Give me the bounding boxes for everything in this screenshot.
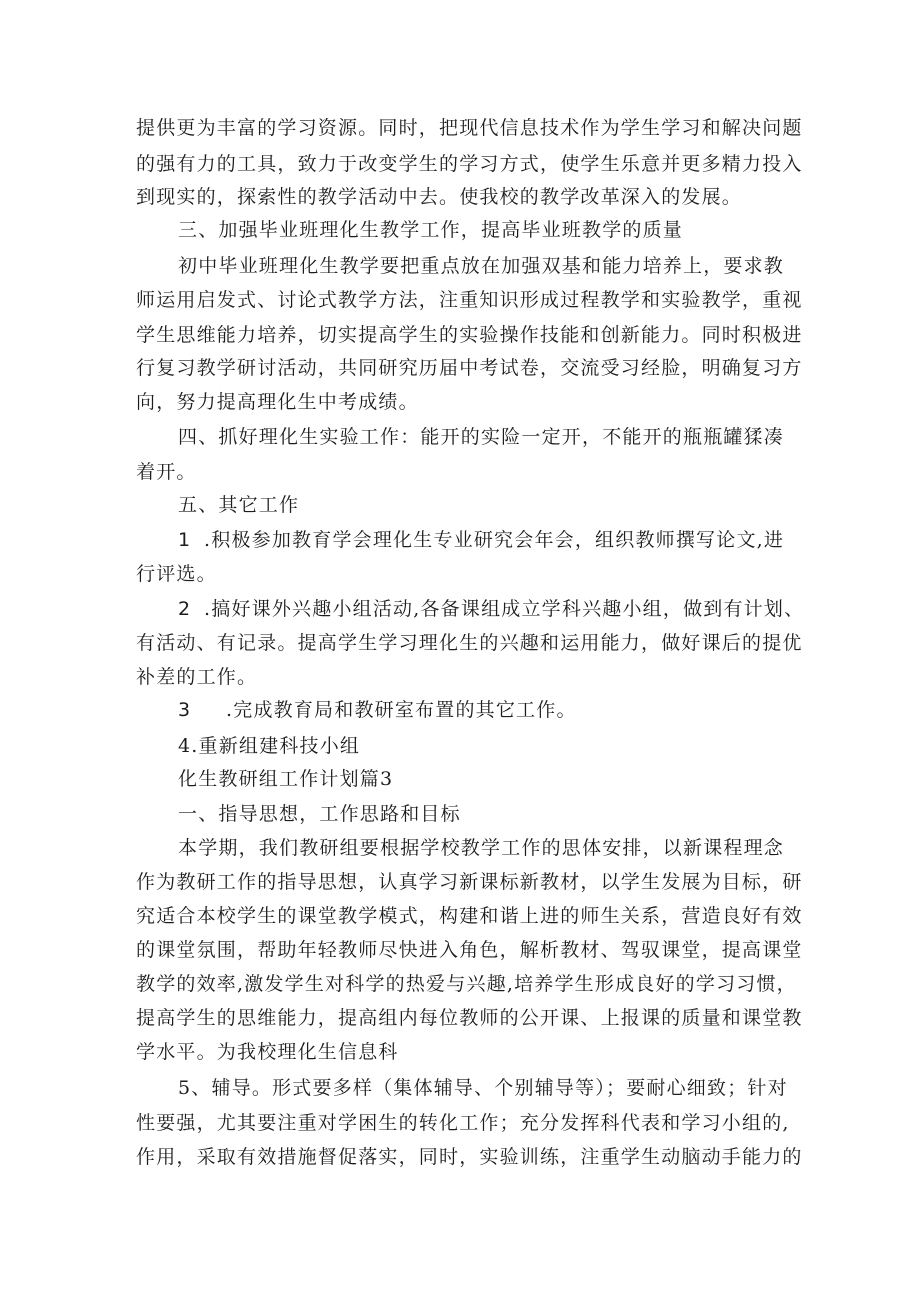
paragraph-line: 行复习教学研讨活动，共同研究历届中考试卷，交流受习经脸，明确复习方: [136, 357, 803, 379]
list-item-3: [178, 698, 577, 722]
paragraph-line: 补差的工作。: [136, 666, 258, 688]
list-text: .积极参加教育学会理化生专业研究会年会，组织教师撰写论文,进: [204, 529, 785, 551]
paragraph-line: 作为教研工作的指导思想，认真学习新课标新教材，以学生发展为目标，研: [136, 871, 803, 893]
section-heading: 四、抓好理化生实验工作：能开的实险一定开，不能开的瓶瓶罐猱凑: [178, 426, 785, 448]
paragraph-line: 提供更为丰富的学习资源。同时，把现代信息技术作为学生学习和解决问题: [136, 117, 803, 139]
list-number: 1: [178, 529, 192, 551]
paragraph-line: 学水平。为我校理化生信息科: [136, 1041, 399, 1063]
paragraph-line: 行评选。: [136, 563, 217, 585]
section-heading: 一、指导思想，工作思路和目标: [178, 803, 461, 825]
paragraph-line: 师运用启发式、讨论式教学方法，注重知识形成过程教学和实验教学，重视: [136, 289, 803, 311]
list-number: 2: [178, 598, 192, 620]
list-number: 3: [178, 699, 192, 721]
paragraph-line: 提高学生的思维能力，提高组内每位教师的公开课、上报课的质量和课堂教: [136, 1007, 803, 1029]
list-item-1: [178, 528, 784, 552]
paragraph-line: 性要强，尤其要注重对学困生的转化工作；充分发挥科代表和学习小组的,: [136, 1112, 790, 1134]
paragraph-line: 到现实的，探索性的教学活动中去。使我校的教学改革深入的发展。: [136, 186, 743, 208]
paragraph-line: 4.重新组建科技小组: [178, 735, 361, 757]
paragraph-line: 作用，采取有效措施督促落实，同时，实验训练，注重学生动脑动手能力的: [136, 1146, 803, 1168]
list-item-2: [178, 597, 804, 621]
paragraph-line: 究适合本校学生的课堂教学模式，构建和谐上进的师生关系，营造良好有效: [136, 905, 803, 927]
section-heading: 三、加强毕业班理化生教学工作，提高毕业班教学的质量: [178, 219, 684, 241]
paragraph-line: 5、辅导。形式要多样（集体辅导、个别辅导等）；要耐心细致；针对: [178, 1077, 788, 1099]
paragraph-line: 的课堂氛围，帮助年轻教师尽快进入角色，解析教材、驾驭课堂，提高课堂: [136, 939, 803, 961]
paragraph-line: 的强有力的工具，致力于改变学生的学习方式，使学生乐意并更多精力投入: [136, 153, 803, 175]
section-heading: 五、其它工作: [178, 494, 300, 516]
article-title: 化生教研组工作计划篇3: [178, 768, 394, 790]
paragraph-line: 着开。: [136, 461, 197, 483]
paragraph-line: 本学期，我们教研组要根据学校教学工作的思体安排，以新课程理念: [178, 837, 785, 859]
paragraph-line: 向，努力提高理化生中考成绩。: [136, 391, 419, 413]
paragraph-line: 学生思维能力培养，切实提高学生的实验操作技能和创新能力。同时积极进: [136, 324, 803, 346]
paragraph-line: 教学的效率,激发学生对科学的热爱与兴趣,培养学生形成良好的学习习惯，: [136, 973, 797, 995]
paragraph-line: 有活动、有记录。提高学生学习理化生的兴趣和运用能力，做好课后的提优: [136, 632, 803, 654]
list-text: .搞好课外兴趣小组活动,各备课组成立学科兴趣小组，做到有计划、: [204, 598, 805, 620]
paragraph-line: 初中毕业班理化生教学要把重点放在加强双基和能力培养上，要求教: [178, 255, 785, 277]
list-text: .完成教育局和教研室布置的其它工作。: [226, 699, 577, 721]
